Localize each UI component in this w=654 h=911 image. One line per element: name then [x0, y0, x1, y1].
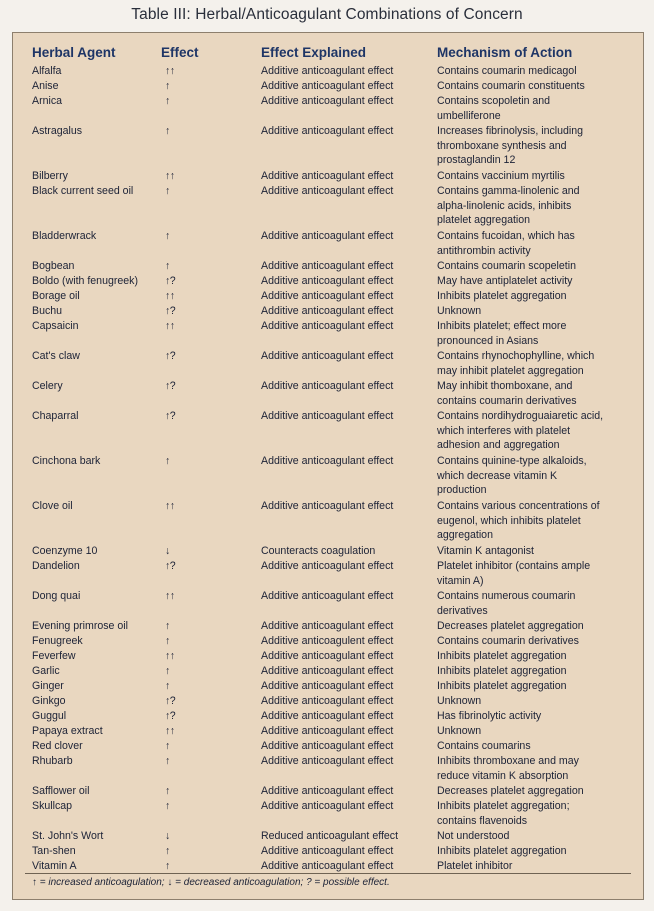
table-row: [13, 259, 643, 274]
herbal-agent-cell: Fenugreek: [32, 635, 83, 647]
effect-cell: ↑: [165, 800, 170, 812]
effect-explained-cell: Additive anticoagulant effect: [261, 350, 394, 362]
effect-cell: ↑?: [165, 560, 176, 572]
table-row: [13, 79, 643, 94]
table-row: [13, 634, 643, 649]
effect-explained-cell: Additive anticoagulant effect: [261, 65, 394, 77]
table-row: [13, 454, 643, 498]
herbal-agent-cell: Alfalfa: [32, 65, 62, 77]
mechanism-line: which interferes with platelet: [437, 424, 571, 437]
header-herbal-agent: Herbal Agent: [32, 45, 116, 60]
header-effect-explained: Effect Explained: [261, 45, 367, 60]
mechanism-line: Unknown: [437, 305, 482, 317]
effect-explained-cell: Additive anticoagulant effect: [261, 845, 394, 857]
effect-explained-cell: Additive anticoagulant effect: [261, 125, 394, 137]
herbal-agent-cell: St. John's Wort: [32, 830, 104, 842]
effect-cell: ↑?: [165, 380, 176, 392]
mechanism-line: Vitamin K antagonist: [437, 545, 534, 557]
effect-explained-cell: Additive anticoagulant effect: [261, 290, 394, 302]
table-row: [13, 664, 643, 679]
effect-cell: ↓: [165, 545, 170, 557]
herbal-agent-cell: Safflower oil: [32, 785, 90, 797]
mechanism-line: reduce vitamin K absorption: [437, 769, 569, 782]
effect-cell: ↑: [165, 185, 170, 197]
table-row: [13, 319, 643, 348]
mechanism-line: May inhibit thomboxane, and: [437, 380, 573, 392]
effect-explained-cell: Additive anticoagulant effect: [261, 275, 394, 287]
effect-explained-cell: Counteracts coagulation: [261, 545, 376, 557]
footer-divider: [25, 873, 631, 874]
table-row: [13, 544, 643, 559]
herbal-agent-cell: Astragalus: [32, 125, 83, 137]
effect-explained-cell: Additive anticoagulant effect: [261, 380, 394, 392]
mechanism-line: contains coumarin derivatives: [437, 394, 577, 407]
effect-cell: ↑?: [165, 710, 176, 722]
table-row: [13, 754, 643, 783]
effect-cell: ↑: [165, 455, 170, 467]
mechanism-line: Inhibits platelet aggregation;: [437, 800, 570, 812]
effect-cell: ↑↑: [165, 590, 175, 602]
mechanism-line: Contains fucoidan, which has: [437, 230, 575, 242]
table-row: [13, 304, 643, 319]
herbal-agent-cell: Clove oil: [32, 500, 73, 512]
herbal-agent-cell: Bilberry: [32, 170, 68, 182]
mechanism-line: Inhibits platelet aggregation: [437, 650, 567, 662]
effect-explained-cell: Additive anticoagulant effect: [261, 560, 394, 572]
mechanism-line: Contains coumarin medicagol: [437, 65, 577, 77]
effect-explained-cell: Additive anticoagulant effect: [261, 800, 394, 812]
effect-explained-cell: Additive anticoagulant effect: [261, 725, 394, 737]
effect-cell: ↑↑: [165, 650, 175, 662]
effect-cell: ↑?: [165, 305, 176, 317]
herbal-agent-cell: Rhubarb: [32, 755, 73, 767]
mechanism-line: eugenol, which inhibits platelet: [437, 514, 581, 527]
herbal-agent-cell: Bogbean: [32, 260, 75, 272]
herbal-agent-cell: Dandelion: [32, 560, 80, 572]
mechanism-line: Inhibits platelet; effect more: [437, 320, 567, 332]
table-row: [13, 589, 643, 618]
herbal-agent-cell: Garlic: [32, 665, 60, 677]
mechanism-line: umbelliferone: [437, 109, 501, 122]
mechanism-line: Inhibits platelet aggregation: [437, 680, 567, 692]
table-row: [13, 694, 643, 709]
table-row: [13, 829, 643, 844]
herbal-agent-cell: Celery: [32, 380, 63, 392]
mechanism-line: adhesion and aggregation: [437, 439, 560, 452]
effect-cell: ↑: [165, 125, 170, 137]
mechanism-line: Contains gamma-linolenic and: [437, 185, 580, 197]
herbal-agent-cell: Red clover: [32, 740, 83, 752]
table-row: [13, 559, 643, 588]
effect-cell: ↑↑: [165, 320, 175, 332]
mechanism-line: Contains coumarin derivatives: [437, 635, 579, 647]
mechanism-line: Contains coumarin constituents: [437, 80, 585, 92]
mechanism-line: aggregation: [437, 529, 493, 542]
mechanism-line: Contains coumarins: [437, 740, 531, 752]
mechanism-line: alpha-linolenic acids, inhibits: [437, 199, 572, 212]
mechanism-line: Inhibits platelet aggregation: [437, 845, 567, 857]
effect-cell: ↑: [165, 785, 170, 797]
mechanism-line: thromboxane synthesis and: [437, 139, 567, 152]
header-effect: Effect: [161, 45, 199, 60]
effect-cell: ↑↑: [165, 65, 175, 77]
mechanism-line: may inhibit platelet aggregation: [437, 364, 584, 377]
herbal-agent-cell: Cat's claw: [32, 350, 80, 362]
effect-explained-cell: Additive anticoagulant effect: [261, 680, 394, 692]
table-row: [13, 274, 643, 289]
effect-cell: ↑: [165, 95, 170, 107]
table-row: [13, 124, 643, 168]
effect-cell: ↓: [165, 830, 170, 842]
effect-cell: ↑: [165, 620, 170, 632]
table-row: [13, 64, 643, 79]
effect-cell: ↑: [165, 860, 170, 872]
herbal-agent-cell: Bladderwrack: [32, 230, 97, 242]
mechanism-line: Contains various concentrations of: [437, 500, 600, 512]
mechanism-line: derivatives: [437, 604, 488, 617]
mechanism-line: Decreases platelet aggregation: [437, 620, 584, 632]
herbal-agent-cell: Arnica: [32, 95, 63, 107]
mechanism-line: Contains numerous coumarin: [437, 590, 576, 602]
table-row: [13, 409, 643, 453]
mechanism-line: prostaglandin 12: [437, 154, 516, 167]
effect-explained-cell: Additive anticoagulant effect: [261, 455, 394, 467]
mechanism-line: Decreases platelet aggregation: [437, 785, 584, 797]
table-row: [13, 289, 643, 304]
effect-cell: ↑: [165, 230, 170, 242]
mechanism-line: pronounced in Asians: [437, 334, 539, 347]
effect-cell: ↑↑: [165, 170, 175, 182]
mechanism-line: antithrombin activity: [437, 244, 531, 257]
mechanism-line: vitamin A): [437, 574, 484, 587]
table-row: [13, 844, 643, 859]
herbal-agent-cell: Coenzyme 10: [32, 545, 98, 557]
effect-cell: ↑: [165, 260, 170, 272]
mechanism-line: Unknown: [437, 725, 482, 737]
table-row: [13, 649, 643, 664]
effect-explained-cell: Additive anticoagulant effect: [261, 95, 394, 107]
herbal-agent-cell: Vitamin A: [32, 860, 77, 872]
effect-cell: ↑: [165, 845, 170, 857]
herbal-agent-cell: Feverfew: [32, 650, 76, 662]
herbal-agent-cell: Guggul: [32, 710, 67, 722]
effect-explained-cell: Additive anticoagulant effect: [261, 170, 394, 182]
effect-explained-cell: Additive anticoagulant effect: [261, 860, 394, 872]
effect-explained-cell: Additive anticoagulant effect: [261, 185, 394, 197]
table-row: [13, 94, 643, 123]
effect-cell: ↑↑: [165, 290, 175, 302]
table-title: Table III: Herbal/Anticoagulant Combinations of Concern: [131, 6, 523, 23]
effect-explained-cell: Additive anticoagulant effect: [261, 305, 394, 317]
table-row: [13, 229, 643, 258]
mechanism-line: platelet aggregation: [437, 214, 531, 227]
table-row: [13, 709, 643, 724]
effect-explained-cell: Additive anticoagulant effect: [261, 260, 394, 272]
effect-cell: ↑?: [165, 695, 176, 707]
table-row: [13, 379, 643, 408]
mechanism-line: Contains rhynochophylline, which: [437, 350, 595, 362]
effect-cell: ↑↑: [165, 725, 175, 737]
herbal-agent-cell: Chaparral: [32, 410, 79, 422]
mechanism-line: contains flavenoids: [437, 814, 528, 827]
herbal-agent-cell: Tan-shen: [32, 845, 76, 857]
effect-cell: ↑↑: [165, 500, 175, 512]
effect-explained-cell: Additive anticoagulant effect: [261, 710, 394, 722]
herbal-agent-cell: Black current seed oil: [32, 185, 134, 197]
herbal-agent-cell: Skullcap: [32, 800, 73, 812]
effect-cell: ↑: [165, 740, 170, 752]
effect-cell: ↑?: [165, 410, 176, 422]
mechanism-line: May have antiplatelet activity: [437, 275, 573, 287]
mechanism-line: Platelet inhibitor: [437, 860, 513, 872]
effect-explained-cell: Additive anticoagulant effect: [261, 650, 394, 662]
table-row: [13, 619, 643, 634]
mechanism-line: Has fibrinolytic activity: [437, 710, 542, 722]
effect-cell: ↑?: [165, 275, 176, 287]
herbal-agent-cell: Boldo (with fenugreek): [32, 275, 138, 287]
effect-explained-cell: Additive anticoagulant effect: [261, 80, 394, 92]
table-row: [13, 799, 643, 828]
effect-explained-cell: Additive anticoagulant effect: [261, 665, 394, 677]
effect-cell: ↑: [165, 665, 170, 677]
effect-explained-cell: Additive anticoagulant effect: [261, 230, 394, 242]
herbal-agent-cell: Capsaicin: [32, 320, 79, 332]
table-row: [13, 349, 643, 378]
effect-explained-cell: Additive anticoagulant effect: [261, 410, 394, 422]
mechanism-line: production: [437, 484, 487, 497]
effect-cell: ↑: [165, 80, 170, 92]
table-row: [13, 859, 643, 874]
mechanism-line: Contains scopoletin and: [437, 95, 551, 107]
table-row: [13, 784, 643, 799]
effect-explained-cell: Additive anticoagulant effect: [261, 620, 394, 632]
table-row: [13, 499, 643, 543]
effect-explained-cell: Additive anticoagulent effect: [261, 635, 394, 647]
herbal-agent-cell: Cinchona bark: [32, 455, 101, 467]
mechanism-line: Contains quinine-type alkaloids,: [437, 455, 587, 467]
mechanism-line: Contains coumarin scopeletin: [437, 260, 576, 272]
herbal-agent-cell: Borage oil: [32, 290, 80, 302]
mechanism-line: Platelet inhibitor (contains ample: [437, 560, 591, 572]
effect-cell: ↑: [165, 635, 170, 647]
herbal-agent-cell: Papaya extract: [32, 725, 103, 737]
table-header: [13, 45, 643, 63]
effect-explained-cell: Additive anticoagulant effect: [261, 590, 394, 602]
table-row: [13, 184, 643, 228]
mechanism-line: Contains nordihydroguaiaretic acid,: [437, 410, 604, 422]
effect-explained-cell: Additive anticoagulant effect: [261, 320, 394, 332]
table-row: [13, 679, 643, 694]
mechanism-line: Inhibits platelet aggregation: [437, 665, 567, 677]
mechanism-line: Not understood: [437, 830, 510, 842]
herbal-agent-cell: Ginkgo: [32, 695, 66, 707]
table-panel: [12, 32, 644, 900]
effect-cell: ↑: [165, 680, 170, 692]
legend-note: ↑ = increased anticoagulation; ↓ = decreased anticoagulation; ? = possible effect.: [32, 877, 390, 888]
herbal-agent-cell: Evening primrose oil: [32, 620, 128, 632]
header-mechanism: Mechanism of Action: [437, 45, 573, 60]
table-row: [13, 724, 643, 739]
table-row: [13, 739, 643, 754]
mechanism-line: which decrease vitamin K: [437, 469, 558, 482]
effect-explained-cell: Additive anticoagulant effect: [261, 755, 394, 767]
mechanism-line: Increases fibrinolysis, including: [437, 125, 584, 137]
mechanism-line: Inhibits platelet aggregation: [437, 290, 567, 302]
effect-explained-cell: Additive anticoagulant effect: [261, 740, 394, 752]
effect-explained-cell: Additive anticoagulant effect: [261, 785, 394, 797]
herbal-agent-cell: Anise: [32, 80, 59, 92]
effect-cell: ↑?: [165, 350, 176, 362]
table-row: [13, 169, 643, 184]
effect-cell: ↑: [165, 755, 170, 767]
herbal-agent-cell: Dong quai: [32, 590, 81, 602]
effect-explained-cell: Additive anticoagulant effect: [261, 695, 394, 707]
effect-explained-cell: Reduced anticoagulant effect: [261, 830, 399, 842]
mechanism-line: Unknown: [437, 695, 482, 707]
mechanism-line: Inhibits thromboxane and may: [437, 755, 579, 767]
effect-explained-cell: Additive anticoagulant effect: [261, 500, 394, 512]
mechanism-line: Contains vaccinium myrtilis: [437, 170, 565, 182]
herbal-agent-cell: Buchu: [32, 305, 63, 317]
herbal-agent-cell: Ginger: [32, 680, 64, 692]
